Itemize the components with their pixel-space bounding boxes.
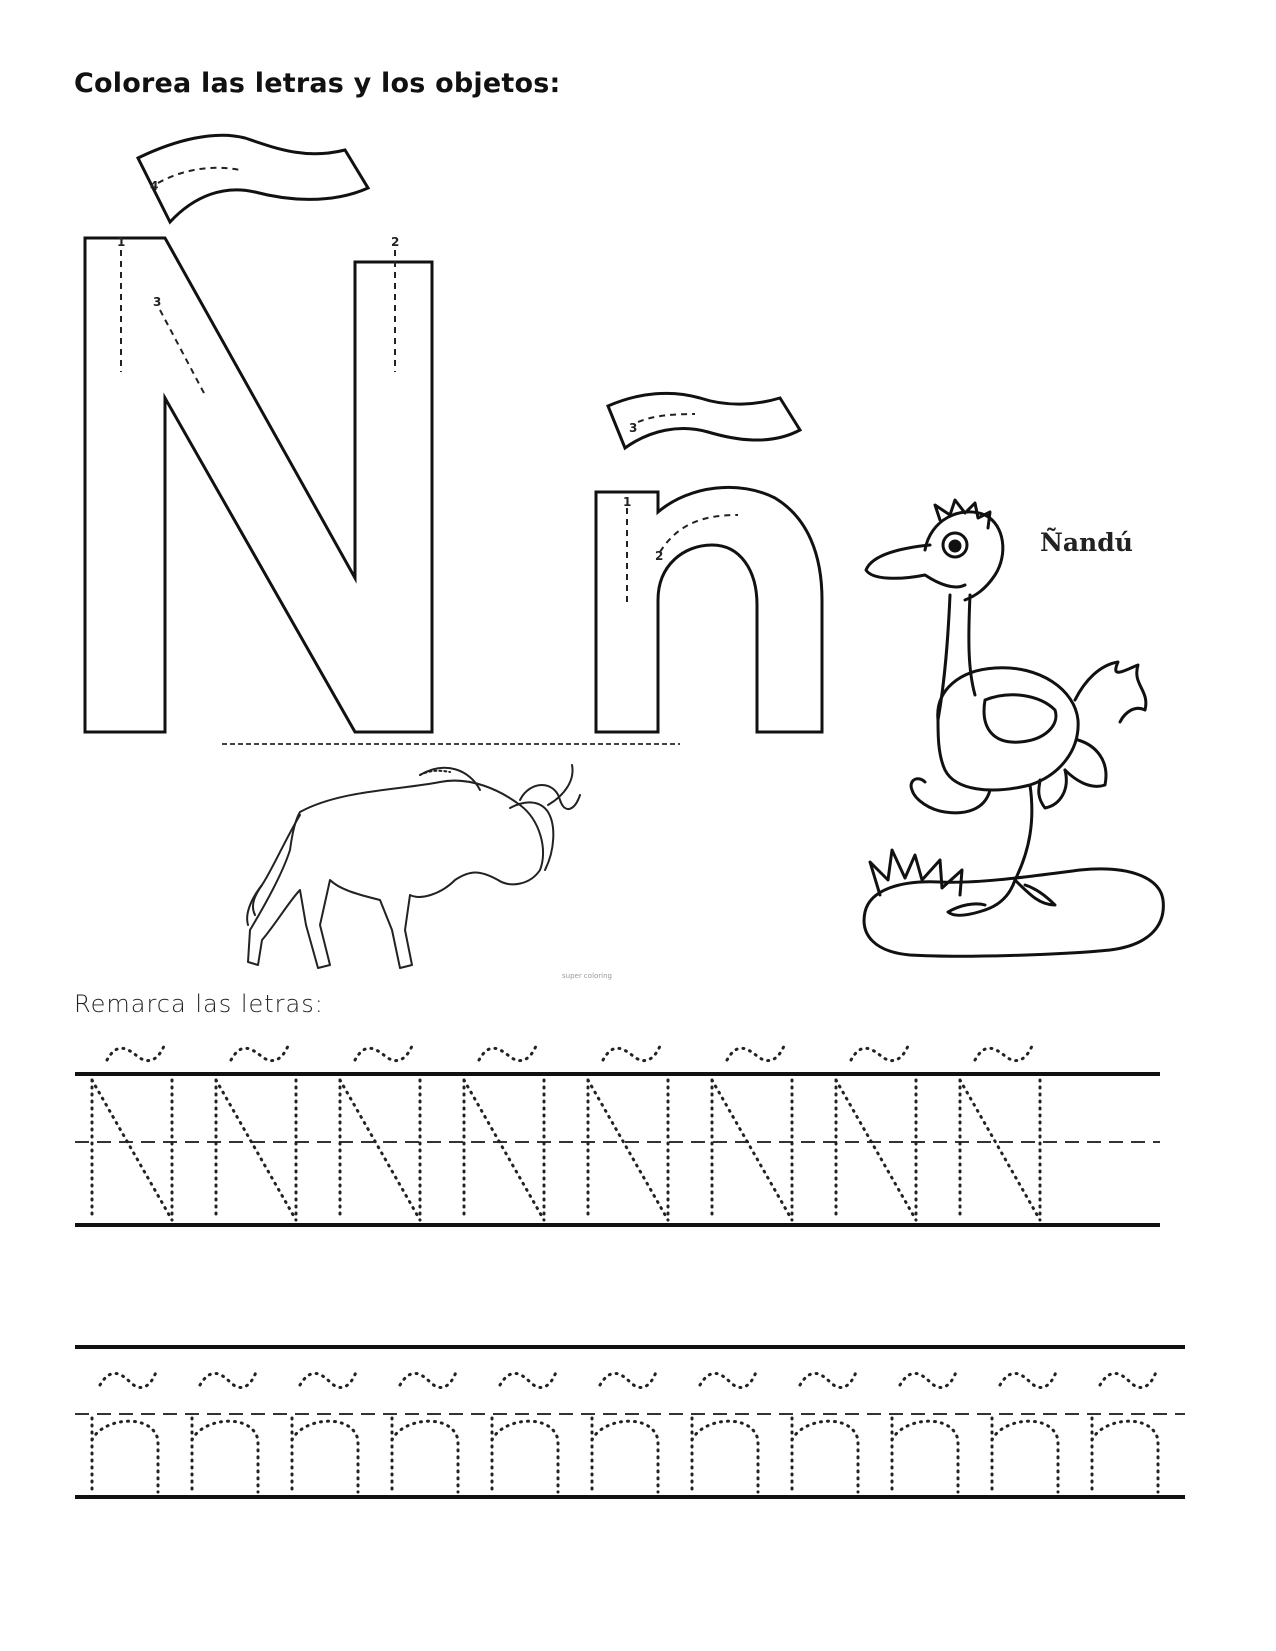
dotted-letter bbox=[892, 1418, 958, 1492]
dotted-letter bbox=[960, 1080, 1040, 1220]
dotted-letter bbox=[292, 1418, 358, 1492]
image-watermark: super coloring bbox=[562, 972, 612, 980]
dotted-tilde bbox=[300, 1372, 356, 1387]
dotted-letter bbox=[836, 1080, 916, 1220]
nandu-drawing bbox=[864, 500, 1163, 956]
dotted-tilde bbox=[200, 1372, 256, 1387]
dotted-tilde bbox=[727, 1046, 784, 1061]
dotted-tilde bbox=[231, 1046, 288, 1061]
dotted-letter bbox=[216, 1080, 296, 1220]
lowercase-stroke-number: 3 bbox=[629, 421, 638, 435]
dotted-letter bbox=[492, 1418, 558, 1492]
dotted-letter bbox=[792, 1418, 858, 1492]
dotted-letter bbox=[464, 1080, 544, 1220]
dotted-tilde bbox=[500, 1372, 556, 1387]
lowercase-stroke-number: 2 bbox=[655, 549, 664, 563]
worksheet-title: Colorea las letras y los objetos: bbox=[74, 68, 561, 99]
dotted-tilde bbox=[100, 1372, 156, 1387]
dotted-letter bbox=[340, 1080, 420, 1220]
traceable-lowercase-n[interactable] bbox=[992, 1372, 1058, 1492]
traceable-lowercase-n[interactable] bbox=[1092, 1372, 1158, 1492]
traceable-lowercase-n[interactable] bbox=[92, 1372, 158, 1492]
lowercase-tracing-row bbox=[75, 1347, 1185, 1497]
uppercase-n-outline bbox=[85, 238, 432, 732]
nandu-label: Ñandú bbox=[1040, 528, 1133, 557]
dotted-tilde bbox=[107, 1046, 164, 1061]
tracing-instructions: Remarca las letras: bbox=[74, 990, 324, 1018]
uppercase-stroke-number: 2 bbox=[391, 235, 400, 249]
dotted-tilde bbox=[975, 1046, 1032, 1061]
uppercase-stroke-number: 3 bbox=[153, 295, 162, 309]
gnu-drawing bbox=[247, 765, 580, 968]
lowercase-stroke-number: 1 bbox=[623, 495, 632, 509]
dotted-tilde bbox=[1000, 1372, 1056, 1387]
traceable-lowercase-n[interactable] bbox=[292, 1372, 358, 1492]
dotted-tilde bbox=[479, 1046, 536, 1061]
dotted-tilde bbox=[400, 1372, 456, 1387]
dotted-letter bbox=[588, 1080, 668, 1220]
traceable-lowercase-n[interactable] bbox=[592, 1372, 658, 1492]
dotted-tilde bbox=[851, 1046, 908, 1061]
lowercase-stroke-guides bbox=[627, 414, 738, 605]
dotted-tilde bbox=[600, 1372, 656, 1387]
traceable-lowercase-n[interactable] bbox=[392, 1372, 458, 1492]
dotted-letter bbox=[712, 1080, 792, 1220]
dotted-tilde bbox=[603, 1046, 660, 1061]
traceable-lowercase-n[interactable] bbox=[492, 1372, 558, 1492]
dotted-letter bbox=[1092, 1418, 1158, 1492]
dotted-letter bbox=[592, 1418, 658, 1492]
dotted-letter bbox=[92, 1080, 172, 1220]
dotted-tilde bbox=[355, 1046, 412, 1061]
dotted-tilde bbox=[800, 1372, 856, 1387]
dotted-letter bbox=[692, 1418, 758, 1492]
lowercase-letter-outline bbox=[596, 393, 822, 732]
dotted-letter bbox=[992, 1418, 1058, 1492]
traceable-lowercase-n[interactable] bbox=[192, 1372, 258, 1492]
dotted-tilde bbox=[900, 1372, 956, 1387]
dotted-letter bbox=[192, 1418, 258, 1492]
dotted-tilde bbox=[1100, 1372, 1156, 1387]
uppercase-stroke-number: 1 bbox=[117, 235, 126, 249]
traceable-lowercase-n[interactable] bbox=[792, 1372, 858, 1492]
traceable-lowercase-n[interactable] bbox=[692, 1372, 758, 1492]
uppercase-letter-outline bbox=[85, 135, 432, 732]
traceable-lowercase-n[interactable] bbox=[892, 1372, 958, 1492]
dotted-letter bbox=[392, 1418, 458, 1492]
uppercase-stroke-number: 4 bbox=[150, 179, 159, 193]
uppercase-tilde-outline bbox=[138, 135, 368, 222]
dotted-letter bbox=[92, 1418, 158, 1492]
dotted-tilde bbox=[700, 1372, 756, 1387]
uppercase-tracing-row bbox=[75, 1046, 1160, 1225]
lowercase-n-outline bbox=[596, 487, 822, 732]
